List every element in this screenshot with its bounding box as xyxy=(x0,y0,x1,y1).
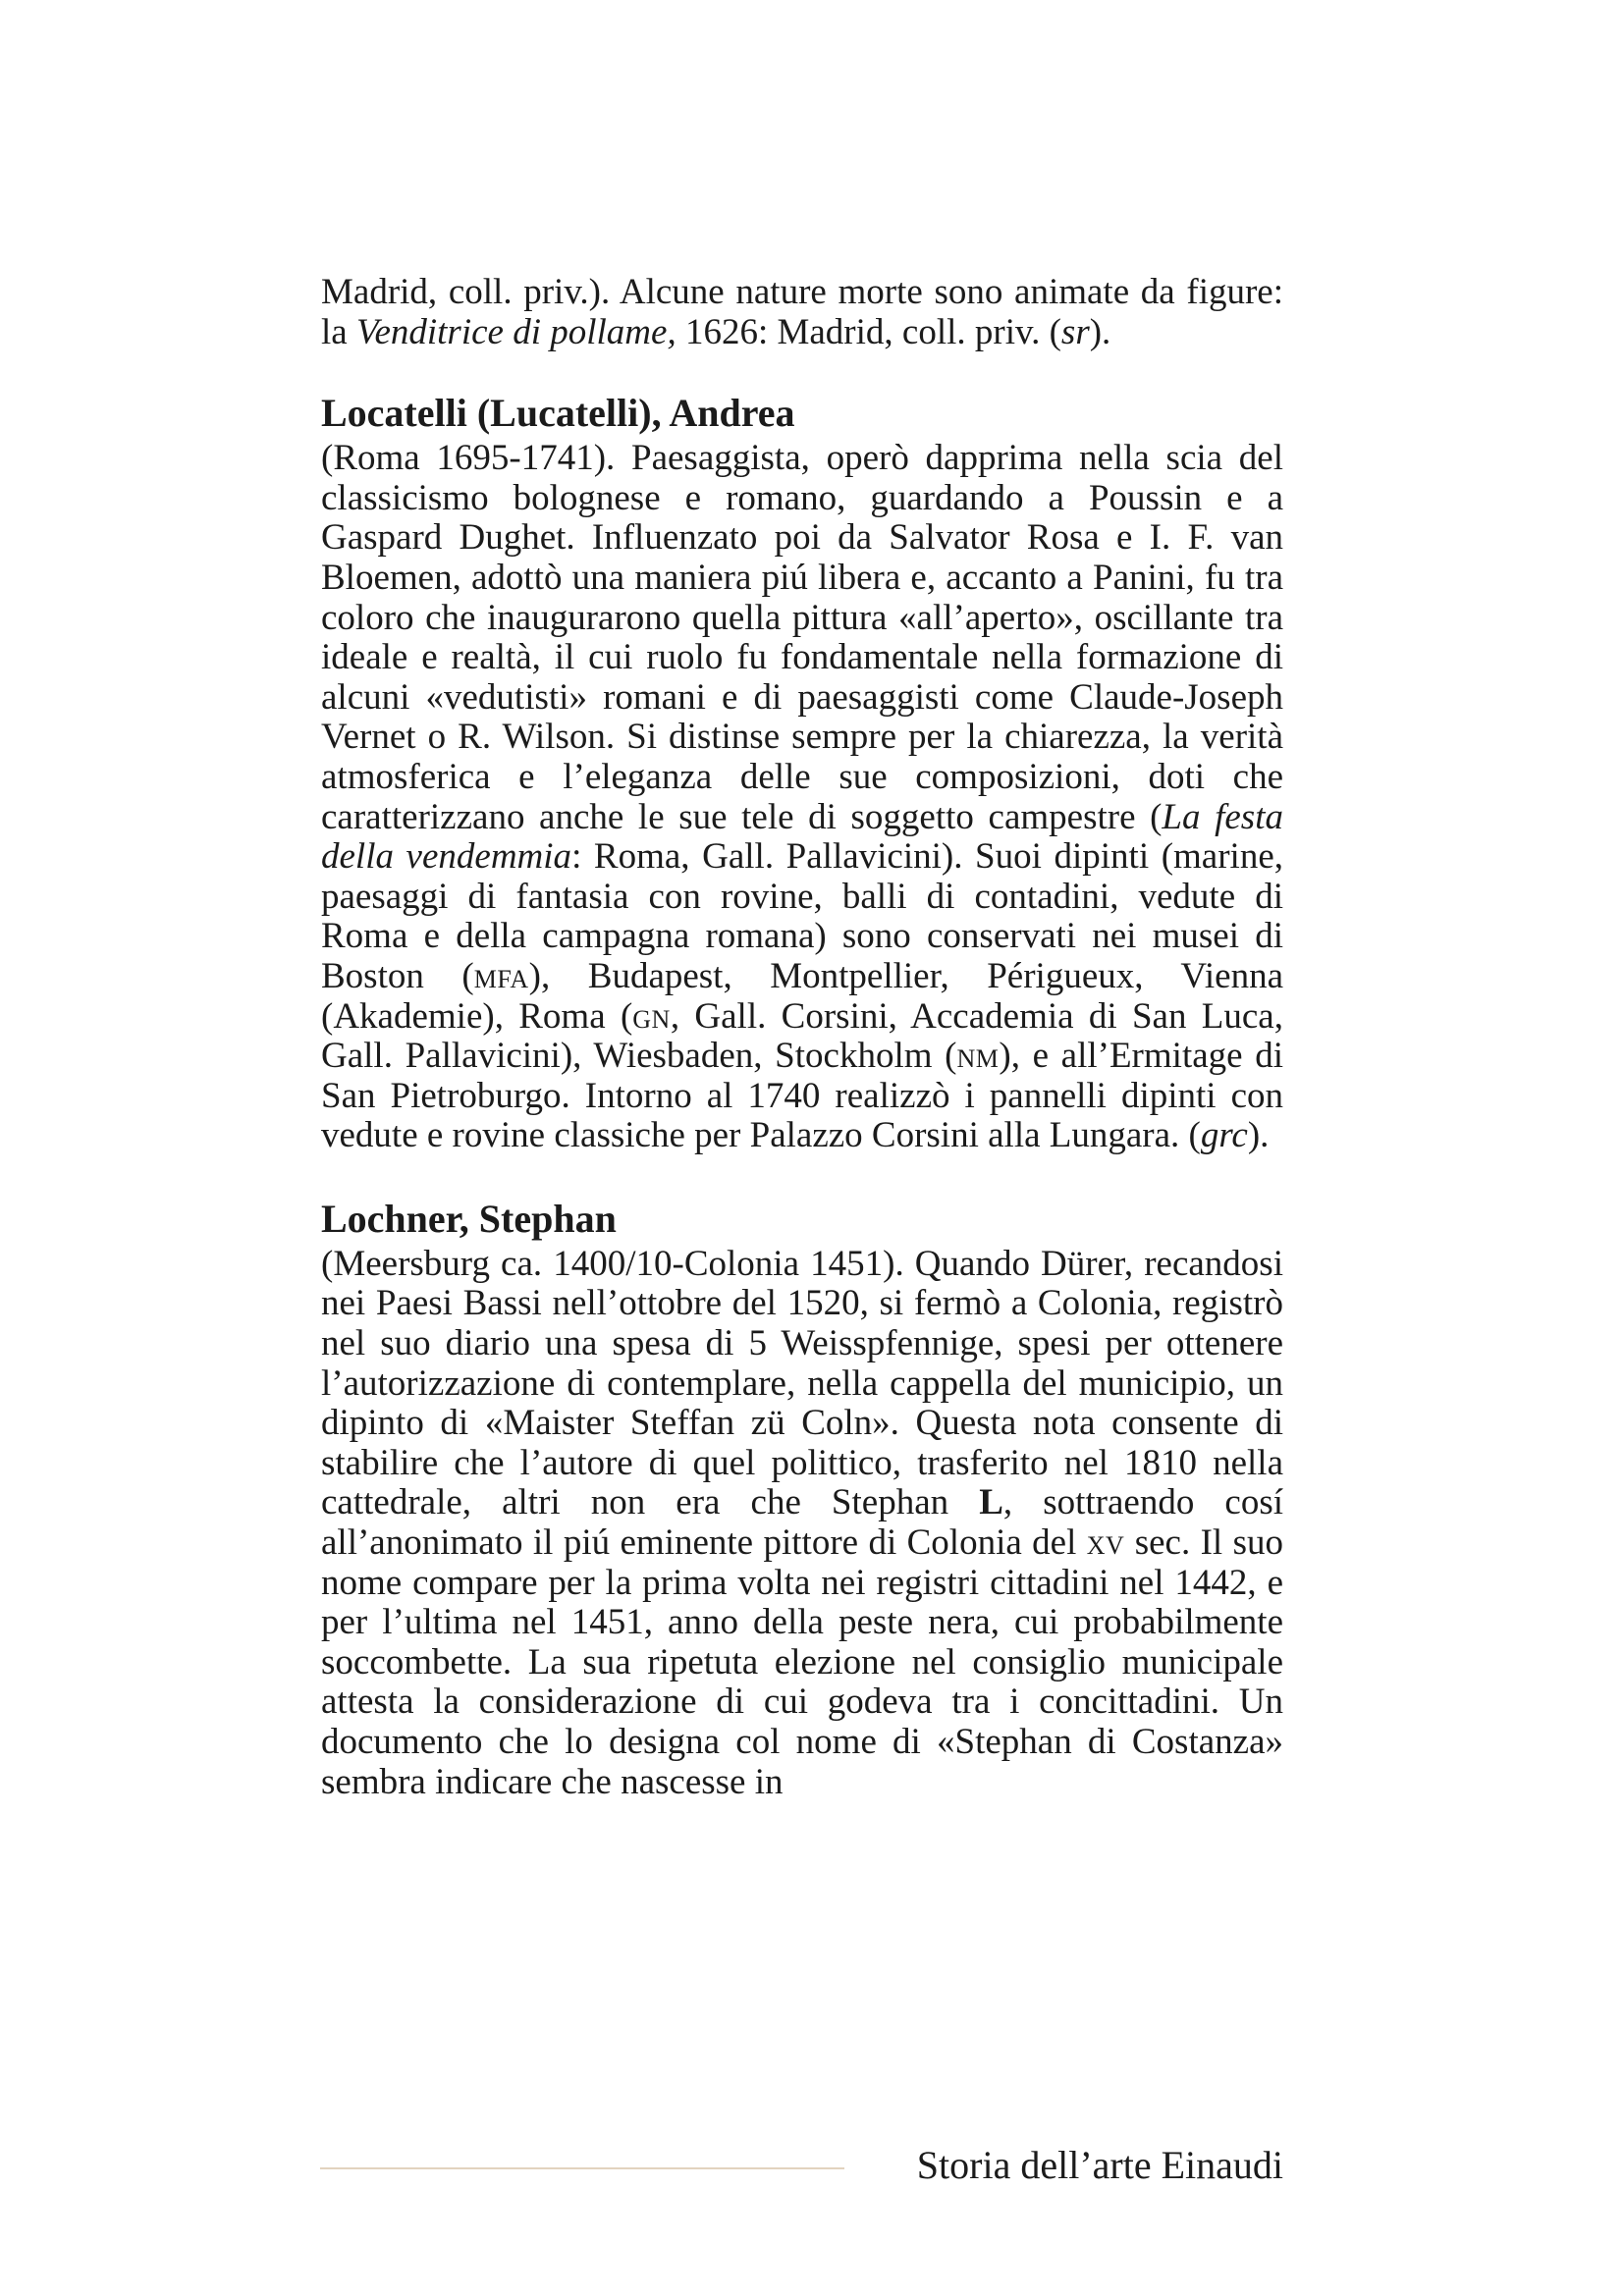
name-abbreviation: L xyxy=(979,1482,1003,1523)
text-column xyxy=(321,273,1283,1802)
entry-heading-lochner: Lochner, Stephan xyxy=(321,1196,617,1241)
body-text: (Roma 1695-1741). Paesaggista, operò dapprima nella scia del classicismo bolognese e romano, guardando a Poussin e a Gaspard Dughet. Influenzato poi da Salvator Rosa e I. F. van Bloemen, adottò una maniera piú libera e, accanto a Panini, fu tra coloro che inaugurarono quella pittura «all’aperto», oscillante tra ideale e realtà, il cui ruolo fu fondamentale nella formazione di alcuni «vedutisti» romani e di paesaggisti come Claude-Joseph Vernet o R. Wilson. Si distinse sempre per la chiarezza, la verità atmosferica e l’eleganza delle sue composizioni, doti che caratterizzano anche le sue tele di soggetto campestre ( xyxy=(321,438,1283,837)
entry-body-lochner xyxy=(321,1245,1283,1802)
author-initials: grc xyxy=(1200,1115,1248,1156)
intro-text: Madrid, coll. priv.). Alcune nature morte sono animate da figure: la xyxy=(321,272,1283,352)
body-text: ), Budapest, Montpellier, Périgueux, Vienna (Akademie), Roma ( xyxy=(321,955,1283,1037)
entry-body-locatelli xyxy=(321,439,1283,1156)
body-text: ). xyxy=(1247,1115,1270,1156)
museum-abbreviation: mfa xyxy=(473,955,529,996)
footer-title: Storia dell’arte Einaudi xyxy=(916,2143,1283,2187)
museum-abbreviation: nm xyxy=(956,1036,1000,1077)
body-text: , sottraendo cosí all’anonimato il piú eminente pittore di Colonia del xyxy=(321,1482,1283,1564)
entry-heading-locatelli: Locatelli (Lucatelli), Andrea xyxy=(321,391,795,436)
artwork-title: Venditrice di pollame, xyxy=(355,311,676,352)
footer-rule xyxy=(320,2167,844,2169)
intro-text: ). xyxy=(1089,311,1111,352)
body-text: ), e all’Ermitage di San Pietroburgo. Intorno al 1740 realizzò i pannelli dipinti con vedute e rovine classiche per Palazzo Corsini alla Lungara. ( xyxy=(321,1036,1283,1156)
body-text: (Meersburg ca. 1400/10-Colonia 1451). Quando Dürer, recandosi nei Paesi Bassi nell’ottobre del 1520, si fermò a Colonia, registrò nel suo diario una spesa di 5 Weisspfennige, spesi per ottenere l’autorizzazione di contemplare, nella cappella del municipio, un dipinto di «Maister Steffan zü Coln». Questa nota consente di stabilire che l’autore di quel polittico, trasferito nel 1810 nella cattedrale, altri non era che Stephan xyxy=(321,1243,1283,1523)
body-text: : Roma, Gall. Pallavicini). Suoi dipinti (marine, paesaggi di fantasia con rovine, balli di contadini, vedute di Roma e della campagna romana) sono conservati nei musei di Boston ( xyxy=(321,836,1283,996)
intro-paragraph xyxy=(321,273,1283,352)
intro-text: 1626: Madrid, coll. priv. ( xyxy=(676,311,1061,352)
museum-abbreviation: gn xyxy=(632,995,671,1037)
body-text: , Gall. Corsini, Accademia di San Luca, Gall. Pallavicini), Wiesbaden, Stockholm ( xyxy=(321,995,1283,1077)
artwork-title: La festa della vendemmia xyxy=(321,796,1283,878)
century-numeral: xv xyxy=(1086,1522,1125,1564)
author-initials: sr xyxy=(1060,311,1090,352)
body-text: sec. Il suo nome compare per la prima volta nei registri cittadini nel 1442, e per l’ultima nel 1451, anno della peste nera, cui probabilmente soccombette. La sua ripetuta elezione nel consiglio municipale attesta la considerazione di cui godeva tra i concittadini. Un documento che lo designa col nome di «Stephan di Costanza» sembra indicare che nascesse in xyxy=(321,1522,1283,1802)
